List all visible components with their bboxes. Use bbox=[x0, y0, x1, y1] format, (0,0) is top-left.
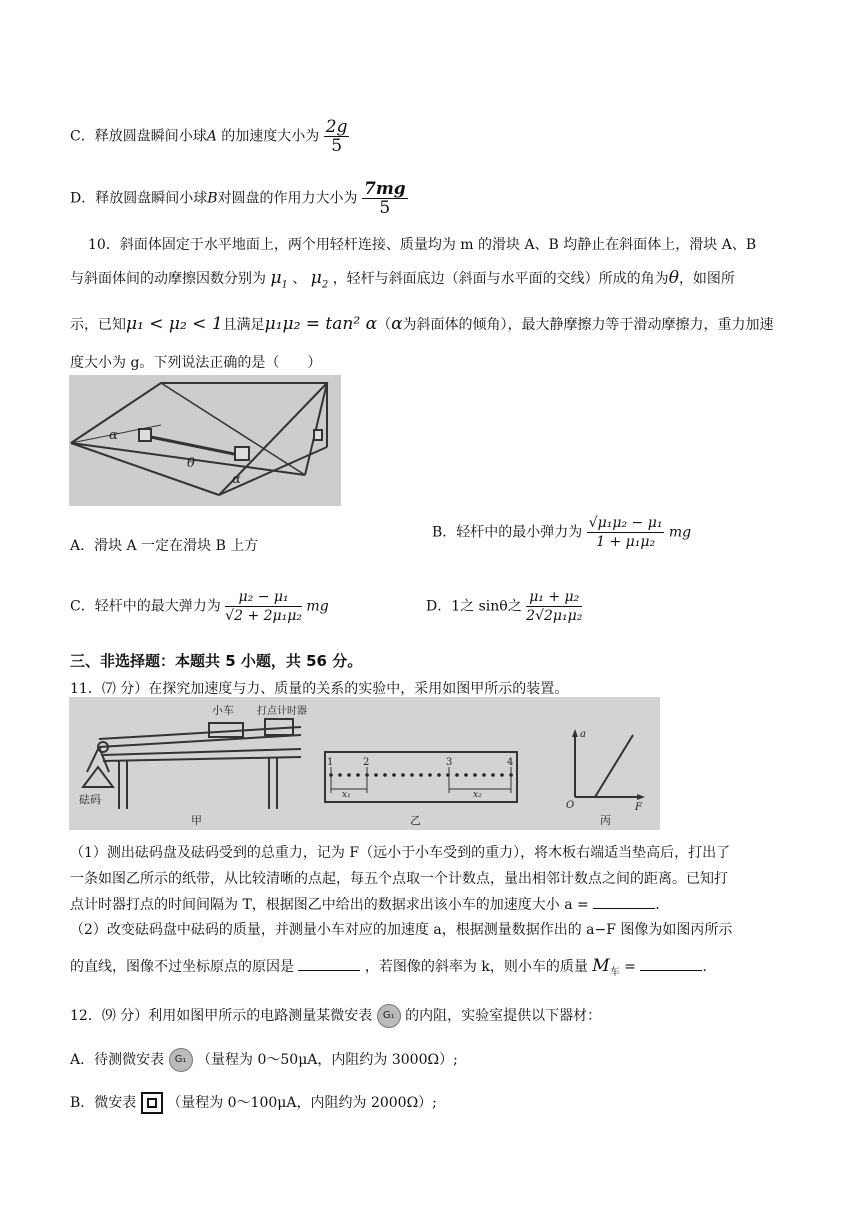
x1-label: x₁ bbox=[342, 790, 351, 800]
q12-line1: 12．⑼ 分）利用如图甲所示的电路测量某微安表 G₁ 的内阻，实验室提供以下器材： bbox=[70, 1004, 601, 1028]
q10-line2: 与斜面体间的动摩擦因数分别为 $\mu_1$ 、 $\mu_2$ ，轻杆与斜面底边（斜面与水平面的交线）所成的角为θ，如图所 bbox=[70, 268, 735, 291]
q10-option-a: A．滑块 A 一定在滑块 B 上方 bbox=[70, 538, 259, 554]
experiment-photo bbox=[69, 697, 660, 830]
answer-blank-mass[interactable] bbox=[640, 956, 702, 971]
q11-p1: （1）测出砝码盘及砝码受到的总重力，记为 F（远小于小车受到的重力），将木板右端适当垫高后，打出了 bbox=[70, 845, 731, 861]
q11-p3: 点计时器打点的时间间隔为 T，根据图乙中给出的数据求出该小车的加速度大小 a = . bbox=[70, 894, 660, 914]
fig-yi-label: 乙 bbox=[410, 814, 421, 827]
answer-blank-a[interactable] bbox=[593, 894, 655, 909]
weights-label: 砝码 bbox=[79, 793, 101, 806]
count-point-2: 2 bbox=[363, 757, 370, 768]
q11-line1: 11．⑺ 分）在探究加速度与力、质量的关系的实验中，采用如图甲所示的装置。 bbox=[70, 681, 569, 697]
incline-diagram bbox=[69, 375, 341, 506]
fig-jia-label: 甲 bbox=[191, 814, 202, 827]
q11-p5: 的直线，图像不过坐标原点的原因是 ，若图像的斜率为 k，则小车的质量 $M_车$ = . bbox=[70, 956, 707, 978]
axis-f-label: F bbox=[635, 802, 642, 813]
origin-label: O bbox=[566, 800, 575, 811]
section-3-heading: 三、非选择题：本题共 5 小题，共 56 分。 bbox=[70, 652, 363, 670]
microammeter-square-icon bbox=[141, 1092, 163, 1114]
count-point-4: 4 bbox=[507, 757, 514, 768]
timer-label: 打点计时器 bbox=[257, 706, 307, 717]
tape-dots bbox=[329, 773, 513, 777]
q11-p2: 一条如图乙所示的纸带，从比较清晰的点起，每五个点取一个计数点，量出相邻计数点之间的距离。已知打 bbox=[70, 871, 728, 887]
microammeter-g1-icon: G₁ bbox=[377, 1004, 401, 1028]
fraction-7mg-5: $\frac{7mg}{5}$ bbox=[363, 179, 406, 218]
answer-blank-reason[interactable] bbox=[298, 956, 360, 971]
count-point-3: 3 bbox=[446, 757, 453, 768]
fig-bing-label: 丙 bbox=[600, 814, 611, 827]
q10-option-d: D．1之 sinθ之 $\frac{\text{μ₁ + μ₂}}{\text{2√2μ₁μ₂}}$ bbox=[426, 589, 583, 624]
q12-option-a: A．待测微安表 G₁ （量程为 0～50μA，内阻约为 3000Ω）; bbox=[70, 1048, 458, 1072]
option-d: D．释放圆盘瞬间小球B对圆盘的作用力大小为 $\frac{7mg}{5}$ bbox=[70, 179, 406, 218]
q11-p4: （2）改变砝码盘中砝码的质量，并测量小车对应的加速度 a，根据测量数据作出的 a−F 图像为如图丙所示 bbox=[70, 922, 733, 938]
q10-option-c: C．轻杆中的最大弹力为 $\frac{\text{μ₂ − μ₁}}{\text{√2 + 2μ₁μ₂}}$ mg bbox=[70, 589, 329, 624]
fraction-2g-5: $\frac{2g}{5}$ bbox=[325, 117, 348, 156]
q10-line1: 10．斜面体固定于水平地面上，两个用轻杆连接、质量均为 m 的滑块 A、B 均静止在斜面体上，滑块 A、B bbox=[88, 237, 757, 253]
q12-option-b: B．微安表 （量程为 0～100μA，内阻约为 2000Ω）; bbox=[70, 1092, 437, 1114]
q10-line4: 度大小为 g。下列说法正确的是（ ） bbox=[70, 355, 322, 371]
alpha-label-1: α bbox=[109, 428, 118, 443]
count-point-1: 1 bbox=[327, 757, 334, 768]
theta-label: θ bbox=[187, 456, 195, 471]
experiment-diagram bbox=[69, 697, 660, 830]
microammeter-g1-icon: G₁ bbox=[169, 1048, 193, 1072]
cart-label: 小车 bbox=[212, 704, 234, 717]
axis-a-label: a bbox=[580, 729, 586, 740]
option-c: C．释放圆盘瞬间小球A 的加速度大小为 $\frac{2g}{5}$ bbox=[70, 117, 348, 156]
incline-photo bbox=[69, 375, 341, 506]
alpha-label-2: α bbox=[232, 472, 241, 487]
q10-line3: 示，已知μ₁ < μ₂ < 1且满足μ₁μ₂ = tan² α（α为斜面体的倾角），最大静摩擦力等于滑动摩擦力，重力加速 bbox=[70, 314, 774, 334]
q10-option-b: B．轻杆中的最小弹力为 $\frac{\text{√μ₁μ₂ − μ₁}}{\text{1 + μ₁μ₂}}$ mg bbox=[432, 515, 692, 550]
x2-label: x₂ bbox=[473, 790, 482, 800]
